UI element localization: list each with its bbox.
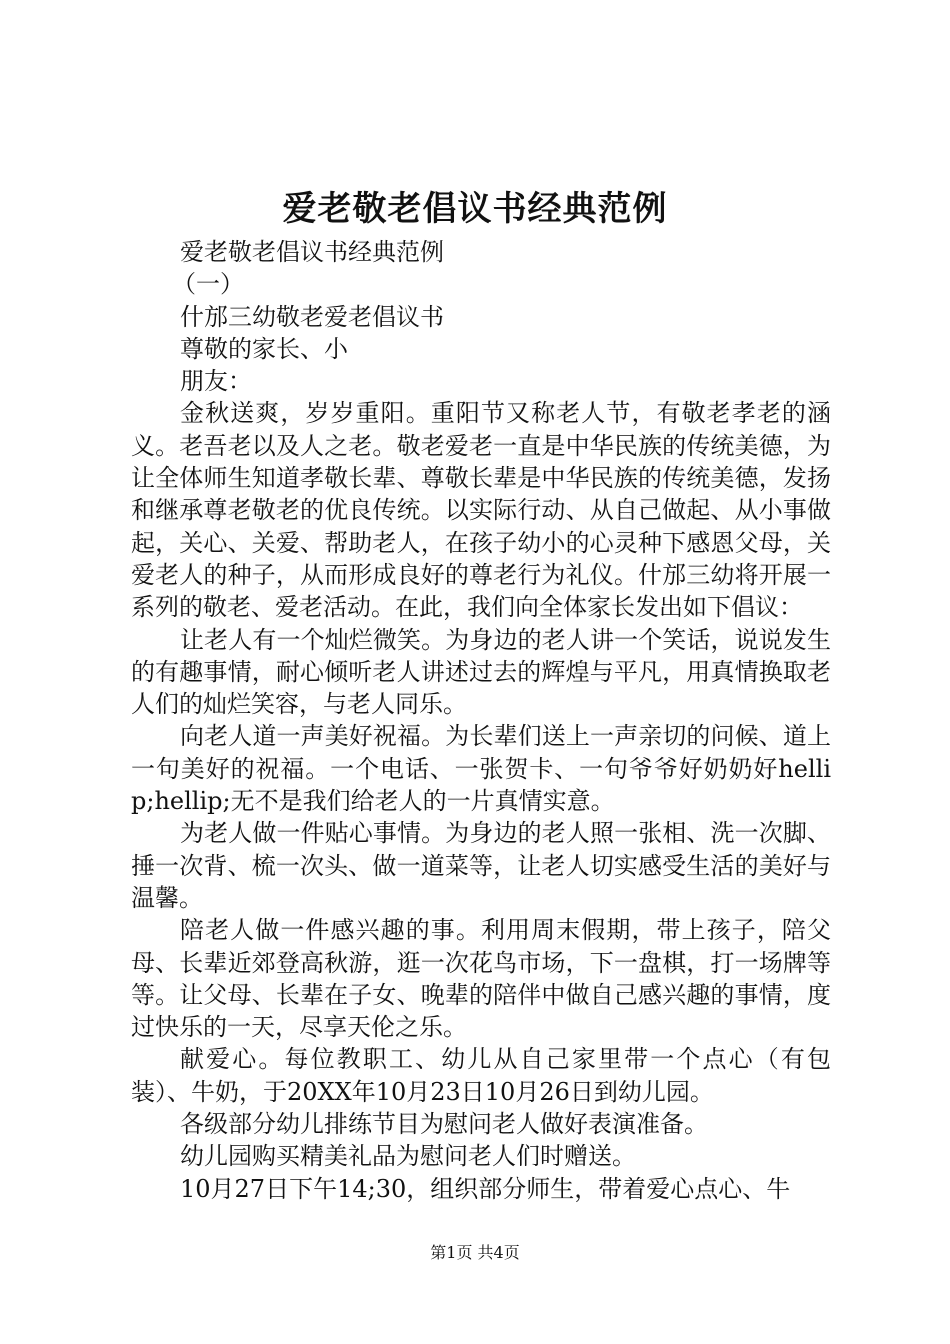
paragraph-visit: 10月27日下午14;30，组织部分师生，带着爱心点心、牛 [180, 1174, 791, 1203]
salutation-line-1: 尊敬的家长、小 [180, 334, 348, 363]
paragraph-rehearsal: 各级部分幼儿排练节目为慰问老人做好表演准备。 [180, 1110, 708, 1139]
paragraph-blessing: 向老人道一声美好祝福。为长辈们送上一声亲切的问候、道上一句美好的祝福。一个电话、一张贺卡、一句爷爷好奶奶好hellip;hellip;无不是我们给老人的一片真情实意。 [131, 722, 831, 816]
section-number-line: （一） [172, 270, 244, 299]
paragraph-interest: 陪老人做一件感兴趣的事。利用周末假期，带上孩子，陪父母、长辈近郊登高秋游，逛一次花鸟市场，下一盘棋，打一场牌等等。让父母、长辈在子女、晚辈的陪伴中做自己感兴趣的事情，度过快乐的一天，尽享天伦之乐。 [131, 916, 831, 1042]
paragraph-intro: 金秋送爽，岁岁重阳。重阳节又称老人节，有敬老孝老的涵义。老吾老以及人之老。敬老爱老一直是中华民族的传统美德，为让全体师生知道孝敬长辈、尊敬长辈是中华民族的传统美德，发扬和继承尊老敬老的优良传统。以实际行动、从自己做起、从小事做起，关心、关爱、帮助老人，在孩子幼小的心灵种下感恩父母，关爱老人的种子，从而形成良好的尊老行为礼仪。什邡三幼将开展一系列的敬老、爱老活动。在此，我们向全体家长发出如下倡议： [131, 399, 831, 622]
salutation-line-2: 朋友： [180, 367, 252, 396]
page-footer: 第1页 共4页 [430, 1243, 520, 1262]
document-title: 爱老敬老倡议书经典范例 [282, 189, 668, 229]
paragraph-donation: 献爱心。每位教职工、幼儿从自己家里带一个点心（有包装）、牛奶，于20XX年10月23日10月26日到幼儿园。 [131, 1045, 831, 1106]
subtitle-line: 爱老敬老倡议书经典范例 [180, 238, 444, 266]
paragraph-caring: 为老人做一件贴心事情。为身边的老人照一张相、洗一次脚、捶一次背、梳一次头、做一道菜等，让老人切实感受生活的美好与温馨。 [131, 819, 831, 912]
paragraph-smile: 让老人有一个灿烂微笑。为身边的老人讲一个笑话，说说发生的有趣事情，耐心倾听老人讲述过去的辉煌与平凡，用真情换取老人们的灿烂笑容，与老人同乐。 [131, 625, 831, 719]
paragraph-gifts: 幼儿园购买精美礼品为慰问老人们时赠送。 [180, 1142, 636, 1171]
proposal-heading-line: 什邡三幼敬老爱老倡议书 [180, 302, 444, 331]
document-body [131, 236, 831, 1205]
